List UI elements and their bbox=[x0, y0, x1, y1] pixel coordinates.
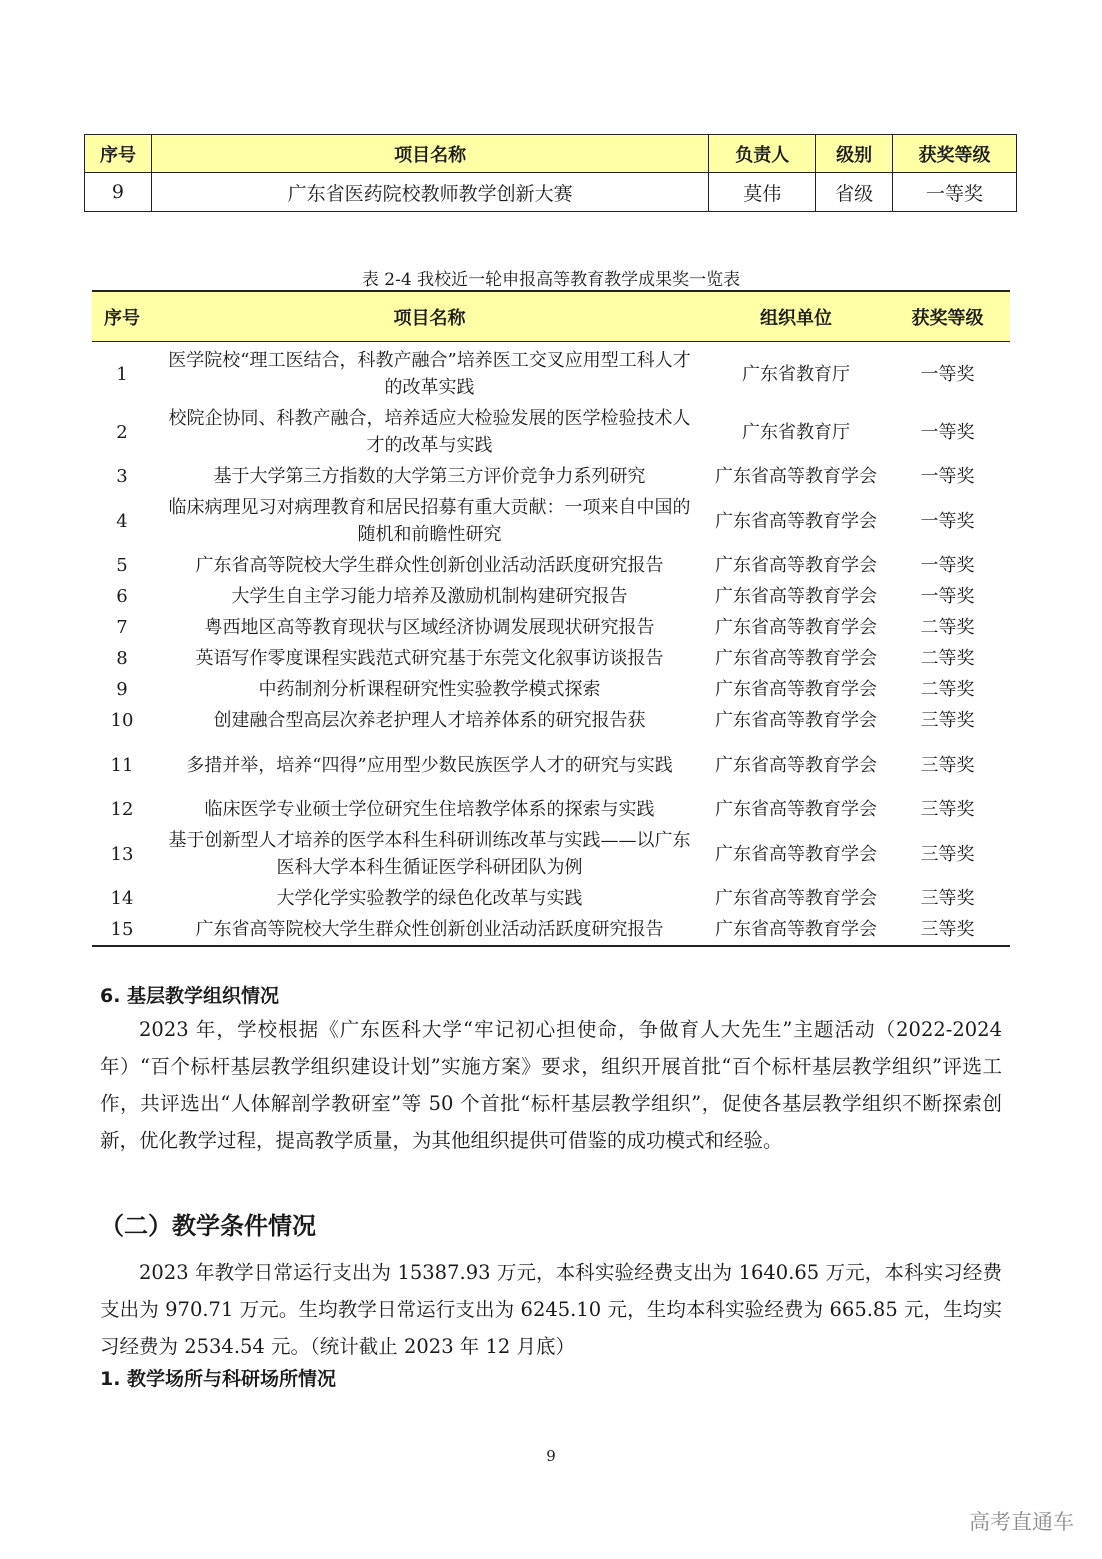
table-row bbox=[92, 492, 1010, 550]
section-heading-teaching-conditions: （二）教学条件情况 bbox=[100, 1212, 316, 1240]
cell-index: 8 bbox=[116, 648, 128, 669]
cell-index: 1 bbox=[116, 363, 128, 385]
cell-project-name: 医学院校“理工医结合，科教产融合”培养医工交叉应用型工科人才的改革实践 bbox=[168, 350, 691, 398]
cell-award-grade: 一等奖 bbox=[920, 510, 975, 532]
table-row bbox=[92, 794, 1010, 825]
table-row bbox=[92, 914, 1010, 946]
cell-award-grade: 三等奖 bbox=[920, 754, 975, 776]
cell-index: 3 bbox=[116, 466, 128, 487]
cell-index: 6 bbox=[116, 586, 128, 607]
header-leader: 负责人 bbox=[709, 135, 816, 173]
cell-organizer: 广东省高等教育学会 bbox=[715, 510, 877, 532]
cell-index: 9 bbox=[85, 173, 152, 212]
cell-project-name: 大学化学实验教学的绿色化改革与实践 bbox=[276, 888, 583, 909]
cell-index: 13 bbox=[110, 843, 134, 865]
cell-project-name: 多措并举，培养“四得”应用型少数民族医学人才的研究与实践 bbox=[186, 754, 673, 776]
cell-index: 15 bbox=[92, 914, 152, 946]
cell-award-grade: 三等奖 bbox=[920, 843, 975, 865]
table-row bbox=[92, 403, 1010, 461]
table-row bbox=[92, 461, 1010, 492]
cell-organizer: 广东省高等教育学会 bbox=[707, 914, 885, 946]
cell-organizer: 广东省高等教育学会 bbox=[715, 648, 877, 669]
table-row bbox=[92, 581, 1010, 612]
table-row bbox=[92, 705, 1010, 736]
table-row bbox=[92, 342, 1010, 404]
watermark: 高考直通车 bbox=[969, 1510, 1074, 1534]
cell-project-name: 校院企协同、科教产融合，培养适应大检验发展的医学检验技术人才的改革与实践 bbox=[168, 408, 691, 456]
cell-index: 10 bbox=[110, 710, 134, 731]
table-caption: 表 2-4 我校近一轮申报高等教育教学成果奖一览表 bbox=[361, 270, 741, 290]
cell-index: 14 bbox=[110, 888, 134, 909]
cell-award-grade: 三等奖 bbox=[885, 914, 1010, 946]
table-header-row bbox=[92, 291, 1010, 342]
header-index: 序号 bbox=[92, 291, 152, 342]
award-table-continued bbox=[84, 134, 1017, 212]
cell-organizer: 广东省教育厅 bbox=[742, 421, 850, 443]
table-row bbox=[92, 550, 1010, 581]
cell-project-name: 中药制剂分析课程研究性实验教学模式探索 bbox=[258, 679, 601, 700]
cell-project-name: 粤西地区高等教育现状与区域经济协调发展现状研究报告 bbox=[204, 617, 655, 638]
cell-index: 9 bbox=[116, 679, 128, 700]
achievement-award-table bbox=[92, 290, 1010, 947]
cell-organizer: 广东省教育厅 bbox=[742, 363, 850, 385]
table-row bbox=[92, 736, 1010, 794]
teaching-conditions-paragraph: 2023 年教学日常运行支出为 15387.93 万元，本科实验经费支出为 1640.65 万元，本科实习经费支出为 970.71 万元。生均教学日常运行支出为 6245.10 元，生均本科实验经费为 665.85 元，生均实习经费为 2534.54 元。（统计截止 2023 年 12 月底） bbox=[100, 1261, 1002, 1358]
cell-project-name: 广东省高等院校大学生群众性创新创业活动活跃度研究报告 bbox=[195, 555, 664, 576]
cell-project-name: 基于创新型人才培养的医学本科生科研训练改革与实践——以广东医科大学本科生循证医学科研团队为例 bbox=[168, 830, 691, 878]
cell-award-grade: 一等奖 bbox=[920, 466, 975, 487]
cell-index: 7 bbox=[116, 617, 128, 638]
table-row bbox=[85, 173, 1017, 212]
cell-organizer: 广东省高等教育学会 bbox=[715, 586, 877, 607]
header-award-grade: 获奖等级 bbox=[893, 135, 1017, 173]
cell-organizer: 广东省高等教育学会 bbox=[715, 710, 877, 731]
header-organizer: 组织单位 bbox=[707, 291, 885, 342]
cell-project-name: 广东省高等院校大学生群众性创新创业活动活跃度研究报告 bbox=[152, 914, 707, 946]
cell-organizer: 广东省高等教育学会 bbox=[715, 754, 877, 776]
cell-award-grade: 一等奖 bbox=[920, 586, 975, 607]
cell-award-grade: 二等奖 bbox=[920, 679, 975, 700]
cell-level: 省级 bbox=[816, 173, 893, 212]
header-level: 级别 bbox=[816, 135, 893, 173]
cell-award-grade: 三等奖 bbox=[920, 710, 975, 731]
cell-project-name: 广东省医药院校教师教学创新大赛 bbox=[151, 173, 708, 212]
cell-award-grade: 二等奖 bbox=[920, 617, 975, 638]
header-index: 序号 bbox=[85, 135, 152, 173]
page-number: 9 bbox=[546, 1447, 556, 1465]
table-row bbox=[92, 674, 1010, 705]
cell-organizer: 广东省高等教育学会 bbox=[715, 679, 877, 700]
cell-index: 12 bbox=[110, 799, 134, 820]
cell-organizer: 广东省高等教育学会 bbox=[715, 888, 877, 909]
table-row bbox=[92, 883, 1010, 914]
cell-award-grade: 一等奖 bbox=[893, 173, 1017, 212]
table-row bbox=[92, 612, 1010, 643]
cell-award-grade: 一等奖 bbox=[920, 421, 975, 443]
section-heading-6: 6. 基层教学组织情况 bbox=[100, 985, 280, 1007]
cell-organizer: 广东省高等教育学会 bbox=[715, 843, 877, 865]
header-project-name: 项目名称 bbox=[152, 291, 707, 342]
cell-organizer: 广东省高等教育学会 bbox=[715, 799, 877, 820]
cell-index: 2 bbox=[116, 421, 128, 443]
cell-project-name: 临床病理见习对病理教育和居民招募有重大贡献：一项来自中国的随机和前瞻性研究 bbox=[168, 497, 691, 545]
cell-award-grade: 二等奖 bbox=[920, 648, 975, 669]
cell-index: 5 bbox=[116, 555, 128, 576]
section6-paragraph: 2023 年，学校根据《广东医科大学“牢记初心担使命，争做育人大先生”主题活动（2022-2024 年）“百个标杆基层教学组织建设计划”实施方案》要求，组织开展首批“百个标杆基层教学组织”评选工作，共评选出“人体解剖学教研室”等 50 个首批“标杆基层教学组织”，促使各基层教学组织不断探索创新，优化教学过程，提高教学质量，为其他组织提供可借鉴的成功模式和经验。 bbox=[100, 1018, 1002, 1152]
cell-index: 4 bbox=[116, 510, 128, 532]
cell-award-grade: 三等奖 bbox=[920, 888, 975, 909]
cell-award-grade: 三等奖 bbox=[920, 799, 975, 820]
table-header-row bbox=[85, 135, 1017, 173]
table-row bbox=[92, 825, 1010, 883]
cell-award-grade: 一等奖 bbox=[920, 363, 975, 385]
cell-index: 11 bbox=[110, 754, 134, 776]
header-project-name: 项目名称 bbox=[151, 135, 708, 173]
cell-project-name: 大学生自主学习能力培养及激励机制构建研究报告 bbox=[231, 586, 628, 607]
cell-project-name: 临床医学专业硕士学位研究生住培教学体系的探索与实践 bbox=[204, 799, 655, 820]
table-body bbox=[92, 342, 1010, 947]
cell-project-name: 创建融合型高层次养老护理人才培养体系的研究报告获 bbox=[213, 710, 646, 731]
cell-project-name: 英语写作零度课程实践范式研究基于东莞文化叙事访谈报告 bbox=[195, 648, 664, 669]
cell-organizer: 广东省高等教育学会 bbox=[715, 555, 877, 576]
subheading-facilities: 1. 教学场所与科研场所情况 bbox=[100, 1368, 337, 1390]
header-award-grade: 获奖等级 bbox=[885, 291, 1010, 342]
cell-leader: 莫伟 bbox=[709, 173, 816, 212]
cell-organizer: 广东省高等教育学会 bbox=[715, 617, 877, 638]
table-row bbox=[92, 643, 1010, 674]
cell-organizer: 广东省高等教育学会 bbox=[715, 466, 877, 487]
cell-award-grade: 一等奖 bbox=[920, 555, 975, 576]
cell-project-name: 基于大学第三方指数的大学第三方评价竞争力系列研究 bbox=[213, 466, 646, 487]
